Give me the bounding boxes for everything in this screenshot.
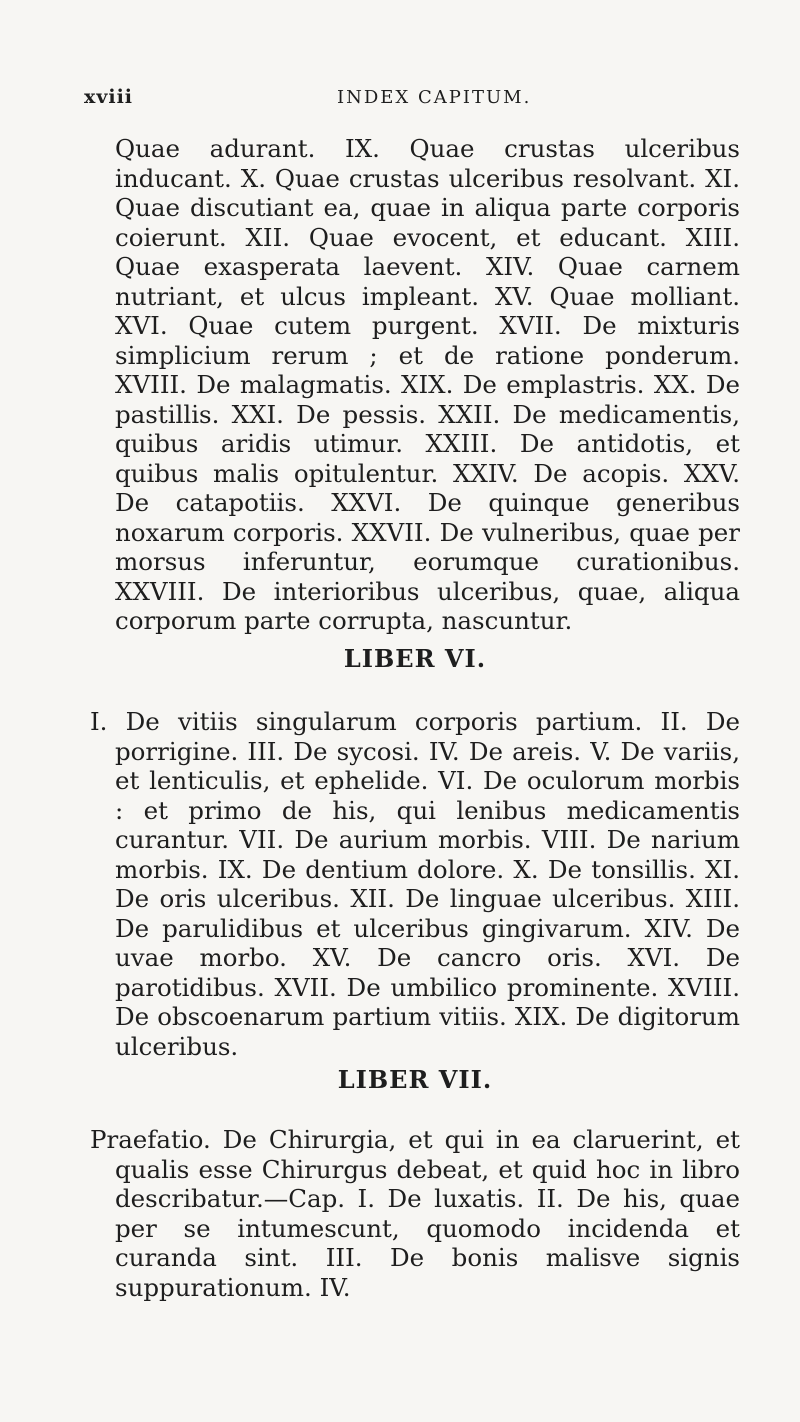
book-heading-liber-vii: LIBER VII.: [337, 1065, 493, 1094]
running-title: INDEX CAPITUM.: [337, 87, 532, 108]
page-number: xviii: [84, 86, 134, 108]
index-paragraph-liber-vi: I. De vitiis singularum corporis partium. II. De porrigine. III. De sycosi. IV. De areis. V. De variis, et lenticulis, et ephelide. VI. De oculorum morbis : et primo de his, qui lenibus medicamentis curantur. VII. De aurium morbis. VIII. De narium morbis. IX. De dentium dolore. X. De tonsillis. XI. De oris ulceribus. XII. De linguae ulceribus. XIII. De parulidibus et ulceribus gingivarum. XIV. De uvae morbo. XV. De cancro oris. XVI. De parotidibus. XVII. De umbilico prominente. XVIII. De obscoenarum partium vitiis. XIX. De digitorum ulceribus.: [90, 707, 740, 1061]
page-header: [84, 86, 730, 112]
index-paragraph-continued: Quae adurant. IX. Quae crustas ulceribus inducant. X. Quae crustas ulceribus resolvant. XI. Quae discutiant ea, quae in aliqua parte corporis coierunt. XII. Quae evocent, et educant. XIII. Quae exasperata laevent. XIV. Quae carnem nutriant, et ulcus impleant. XV. Quae molliant. XVI. Quae cutem purgent. XVII. De mixturis simplicium rerum ; et de ratione ponderum. XVIII. De malagmatis. XIX. De emplastris. XX. De pastillis. XXI. De pessis. XXII. De medicamentis, quibus aridis utimur. XXIII. De antidotis, et quibus malis opitulentur. XXIV. De acopis. XXV. De catapotiis. XXVI. De quinque generibus noxarum corporis. XXVII. De vulneribus, quae per morsus inferuntur, eorumque curationibus. XXVIII. De interioribus ulceribus, quae, aliqua corporum parte corrupta, nascuntur.: [115, 134, 740, 635]
book-heading-liber-vi: LIBER VI.: [343, 644, 487, 673]
index-paragraph-liber-vii: Praefatio. De Chirurgia, et qui in ea claruerint, et qualis esse Chirurgus debeat, et quid hoc in libro describatur.—Cap. I. De luxatis. II. De his, quae per se intumescunt, quomodo incidenda et curanda sint. III. De bonis malisve signis suppurationum. IV.: [90, 1125, 740, 1302]
